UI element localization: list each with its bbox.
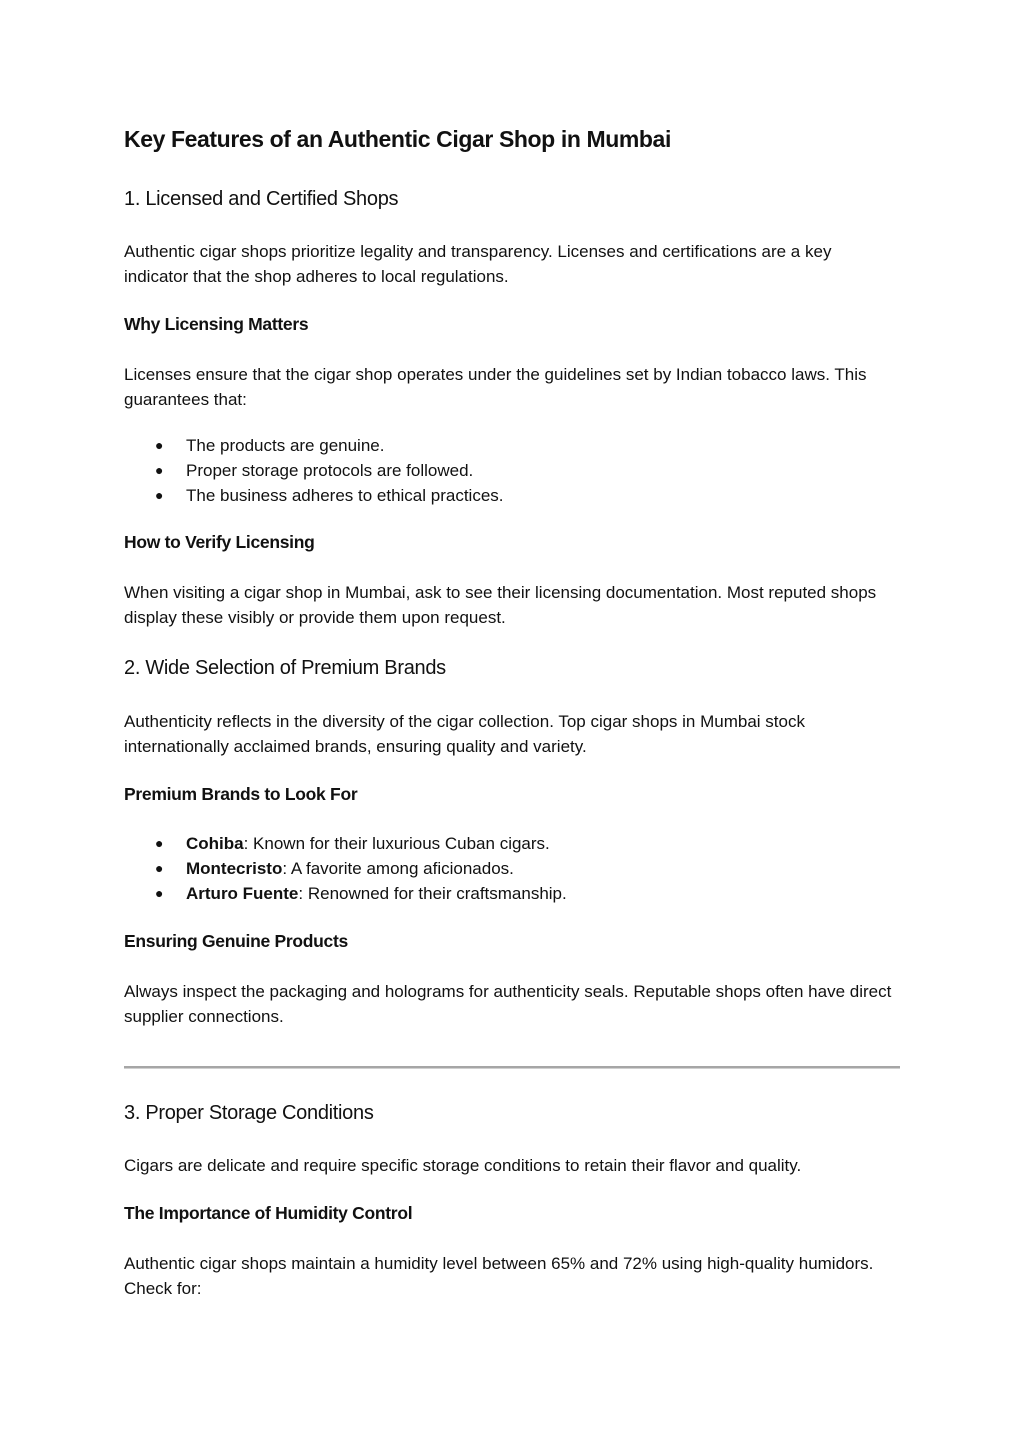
brand-name: Montecristo xyxy=(186,859,283,878)
subsection-humidity-text: Authentic cigar shops maintain a humidity level between 65% and 72% using high-quality humidors. Check for: xyxy=(124,1254,874,1298)
list-item-text: The products are genuine. xyxy=(186,436,385,455)
list-item xyxy=(124,831,567,856)
subsection-genuine-products-heading: Ensuring Genuine Products xyxy=(124,931,348,951)
brand-name: Arturo Fuente xyxy=(186,884,299,903)
page-title: Key Features of an Authentic Cigar Shop in Mumbai xyxy=(124,126,671,152)
section-3-intro: Cigars are delicate and require specific storage conditions to retain their flavor and quality. xyxy=(124,1156,802,1175)
section-3-heading: 3. Proper Storage Conditions xyxy=(124,1102,374,1124)
brand-description: : Renowned for their craftsmanship. xyxy=(298,884,567,903)
section-2-intro: Authenticity reflects in the diversity of the cigar collection. Top cigar shops in Mumbai stock internationally acclaimed brands, ensuring quality and variety. xyxy=(124,712,805,756)
bullet-icon: ● xyxy=(155,860,164,876)
list-item-text: Proper storage protocols are followed. xyxy=(186,461,474,480)
licensing-benefits-list xyxy=(124,433,504,508)
bullet-icon: ● xyxy=(155,885,164,901)
subsection-genuine-products-text: Always inspect the packaging and holograms for authenticity seals. Reputable shops often have direct supplier connections. xyxy=(124,982,892,1026)
list-item xyxy=(124,856,567,881)
list-item-text: The business adheres to ethical practices. xyxy=(186,486,504,505)
subsection-verify-licensing-heading: How to Verify Licensing xyxy=(124,532,315,552)
list-item xyxy=(124,458,504,483)
brand-description: : A favorite among aficionados. xyxy=(282,859,514,878)
list-item xyxy=(124,433,504,458)
bullet-icon: ● xyxy=(155,437,164,453)
subsection-verify-licensing-text: When visiting a cigar shop in Mumbai, ask to see their licensing documentation. Most reputed shops display these visibly or provide them upon request. xyxy=(124,583,877,627)
subsection-premium-brands-heading: Premium Brands to Look For xyxy=(124,784,358,804)
section-1-intro: Authentic cigar shops prioritize legality and transparency. Licenses and certifications are a key indicator that the shop adheres to local regulations. xyxy=(124,242,832,286)
bullet-icon: ● xyxy=(155,487,164,503)
premium-brands-list xyxy=(124,831,567,906)
brand-description: : Known for their luxurious Cuban cigars. xyxy=(243,834,550,853)
section-1-heading: 1. Licensed and Certified Shops xyxy=(124,188,399,210)
list-item xyxy=(124,881,567,906)
bullet-icon: ● xyxy=(155,835,164,851)
subsection-why-licensing-text: Licenses ensure that the cigar shop operates under the guidelines set by Indian tobacco laws. This guarantees that: xyxy=(124,365,867,409)
brand-name: Cohiba xyxy=(186,834,244,853)
section-2-heading: 2. Wide Selection of Premium Brands xyxy=(124,657,446,679)
bullet-icon: ● xyxy=(155,462,164,478)
list-item xyxy=(124,483,504,508)
subsection-humidity-heading: The Importance of Humidity Control xyxy=(124,1203,413,1223)
horizontal-divider xyxy=(124,1066,900,1069)
subsection-why-licensing-heading: Why Licensing Matters xyxy=(124,314,309,334)
